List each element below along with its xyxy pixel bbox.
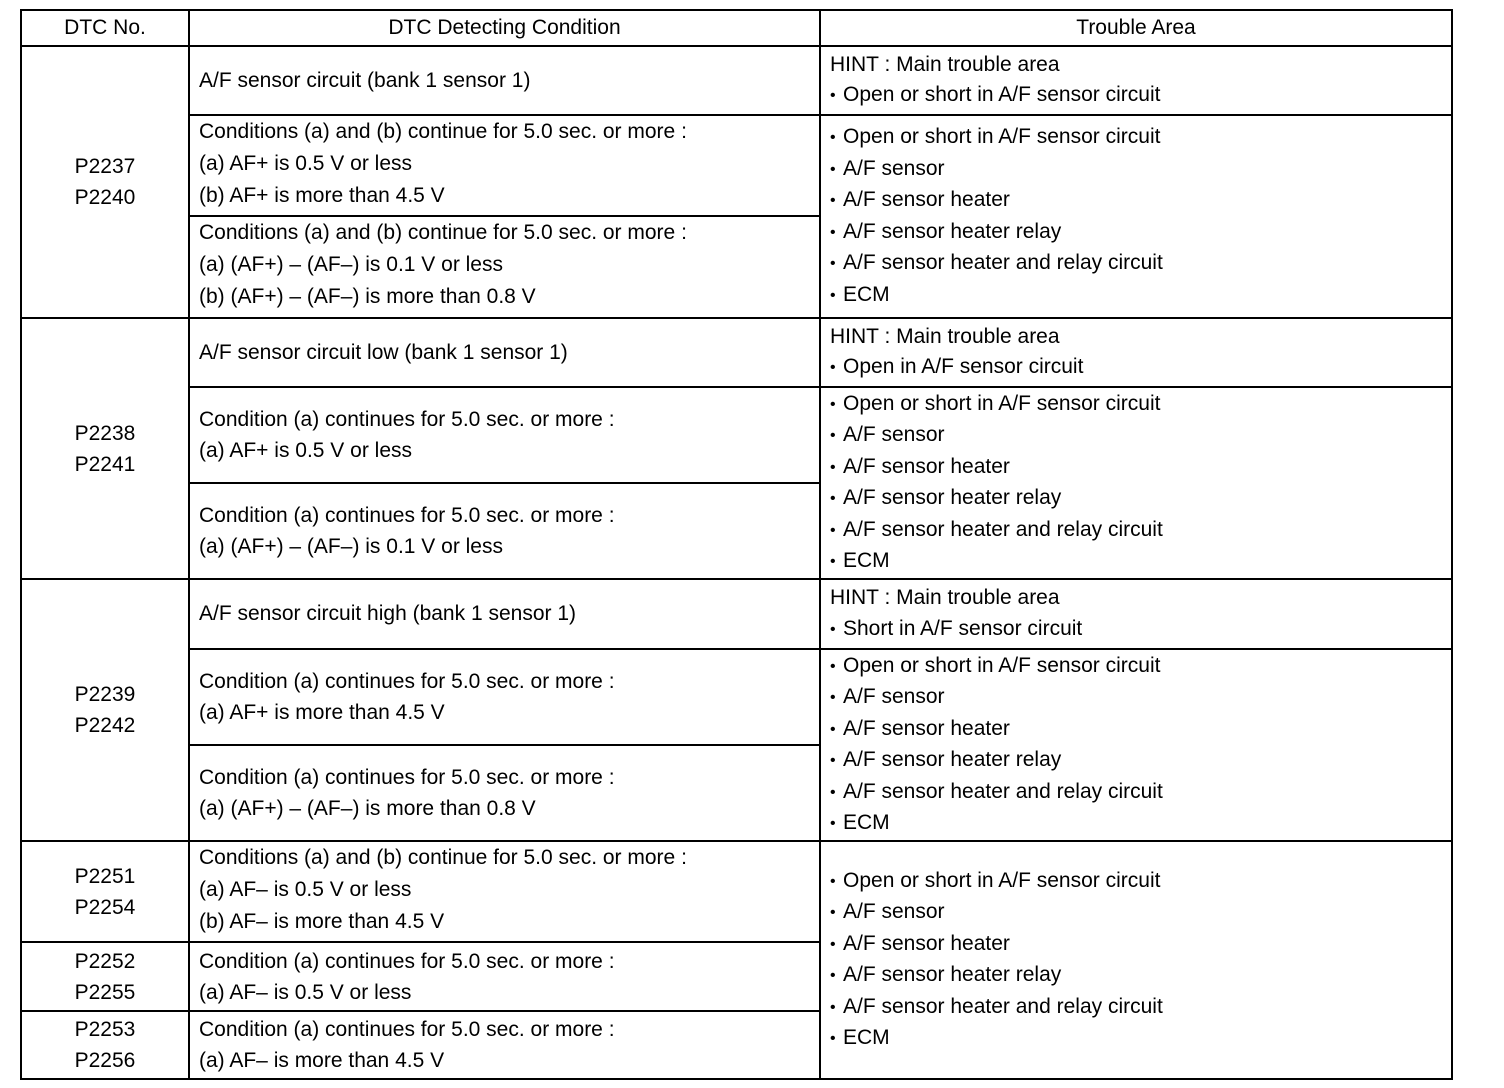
header-dtc-no: DTC No. (21, 10, 189, 46)
dtc-code: P2255 (74, 980, 136, 1004)
bullet-icon: • (830, 783, 836, 801)
table-row (21, 46, 1452, 115)
trouble-area-cell (820, 387, 1452, 579)
condition-cell: Condition (a) continues for 5.0 sec. or more : (a) AF– is more than 4.5 V (189, 1011, 820, 1079)
dtc-code: P2252 (74, 949, 136, 973)
hint-item: • Short in A/F sensor circuit (830, 614, 1451, 646)
bullet-icon: • (830, 689, 836, 706)
header-condition: DTC Detecting Condition (189, 10, 820, 46)
dtc-code: P2251 (74, 864, 136, 888)
condition-cell: Conditions (a) and (b) continue for 5.0 sec. or more : (a) AF– is 0.5 V or less (b) AF– is more than 4.5 V (189, 841, 820, 942)
dtc-code: P2238 (74, 421, 136, 445)
bullet-icon: • (830, 657, 836, 675)
bullet-icon: • (830, 752, 836, 769)
trouble-area-cell (820, 115, 1452, 318)
bullet-icon: • (830, 359, 836, 376)
dtc-code: P2239 (74, 683, 136, 706)
condition-cell: Conditions (a) and (b) continue for 5.0 sec. or more : (a) (AF+) – (AF–) is 0.1 V or less (b) (AF+) – (AF–) is more than 0.8 V (189, 216, 820, 318)
bullet-icon: • (830, 521, 836, 539)
trouble-item: • Open or short in A/F sensor circuit (830, 389, 1451, 421)
bullet-icon: • (830, 129, 836, 146)
trouble-item: • A/F sensor heater (830, 185, 1451, 217)
trouble-item: • A/F sensor heater relay (830, 217, 1451, 249)
trouble-item: • A/F sensor heater (830, 452, 1451, 484)
bullet-icon: • (830, 904, 836, 921)
bullet-icon: • (830, 223, 836, 241)
table-row (21, 318, 1452, 387)
header-row (21, 10, 1452, 46)
trouble-item: • Open or short in A/F sensor circuit (830, 122, 1451, 154)
table-row (21, 579, 1452, 649)
bullet-icon: • (830, 935, 836, 953)
trouble-item: • A/F sensor heater and relay circuit (830, 777, 1451, 809)
dtc-code: P2240 (74, 186, 136, 209)
dtc-code: P2253 (74, 1018, 136, 1041)
bullet-icon: • (830, 255, 836, 272)
hint-cell (820, 579, 1452, 649)
trouble-item: • A/F sensor (830, 154, 1451, 186)
trouble-item: • Open or short in A/F sensor circuit (830, 866, 1451, 898)
trouble-item: • A/F sensor heater relay (830, 745, 1451, 777)
hint-item: • Open or short in A/F sensor circuit (830, 80, 1451, 112)
trouble-area-cell (820, 841, 1452, 1079)
trouble-item: • A/F sensor heater and relay circuit (830, 992, 1451, 1024)
condition-cell: Condition (a) continues for 5.0 sec. or more : (a) AF+ is more than 4.5 V (189, 649, 820, 745)
table-row (21, 387, 1452, 483)
condition-summary: A/F sensor circuit (bank 1 sensor 1) (189, 46, 820, 115)
dtc-code-cell (21, 318, 189, 579)
bullet-icon: • (830, 160, 836, 178)
bullet-icon: • (830, 1030, 836, 1047)
dtc-code-cell (21, 579, 189, 841)
dtc-code: P2242 (74, 714, 136, 737)
bullet-icon: • (830, 553, 836, 570)
condition-summary: A/F sensor circuit high (bank 1 sensor 1) (189, 579, 820, 649)
hint-cell (820, 46, 1452, 115)
bullet-icon: • (830, 427, 836, 444)
condition-cell: Condition (a) continues for 5.0 sec. or more : (a) AF+ is 0.5 V or less (189, 387, 820, 483)
trouble-item: • Open or short in A/F sensor circuit (830, 651, 1451, 683)
dtc-code: P2241 (74, 452, 136, 476)
bullet-icon: • (830, 87, 836, 104)
trouble-item: • A/F sensor heater (830, 929, 1451, 961)
dtc-code: P2254 (74, 895, 136, 919)
hint-title: HINT : Main trouble area (830, 52, 1060, 76)
hint-title: HINT : Main trouble area (830, 324, 1060, 348)
dtc-code-cell (21, 1011, 189, 1079)
bullet-icon: • (830, 720, 836, 738)
bullet-icon: • (830, 192, 836, 209)
dtc-table (20, 9, 1453, 1080)
trouble-item: • ECM (830, 546, 1451, 578)
header-trouble-area: Trouble Area (820, 10, 1452, 46)
condition-cell: Conditions (a) and (b) continue for 5.0 sec. or more : (a) AF+ is 0.5 V or less (b) AF+ is more than 4.5 V (189, 115, 820, 216)
trouble-item: • A/F sensor (830, 897, 1451, 929)
dtc-code: P2237 (74, 155, 136, 178)
hint-title: HINT : Main trouble area (830, 586, 1060, 609)
trouble-item: • A/F sensor heater and relay circuit (830, 248, 1451, 280)
condition-cell: Condition (a) continues for 5.0 sec. or more : (a) (AF+) – (AF–) is 0.1 V or less (189, 483, 820, 579)
table-row (21, 649, 1452, 745)
table-row (21, 841, 1452, 942)
trouble-item: • ECM (830, 1023, 1451, 1055)
hint-item: • Open in A/F sensor circuit (830, 352, 1451, 384)
trouble-item: • A/F sensor (830, 420, 1451, 452)
dtc-code: P2256 (74, 1049, 136, 1072)
trouble-item: • A/F sensor heater (830, 714, 1451, 746)
bullet-icon: • (830, 458, 836, 476)
trouble-item: • ECM (830, 808, 1451, 840)
trouble-item: • A/F sensor (830, 682, 1451, 714)
condition-cell: Condition (a) continues for 5.0 sec. or more : (a) (AF+) – (AF–) is more than 0.8 V (189, 745, 820, 841)
trouble-item: • ECM (830, 280, 1451, 312)
bullet-icon: • (830, 967, 836, 984)
trouble-area-cell (820, 649, 1452, 841)
condition-summary: A/F sensor circuit low (bank 1 sensor 1) (189, 318, 820, 387)
trouble-item: • A/F sensor heater relay (830, 483, 1451, 515)
bullet-icon: • (830, 620, 836, 638)
table-row (21, 115, 1452, 216)
bullet-icon: • (830, 815, 836, 832)
hint-cell (820, 318, 1452, 387)
bullet-icon: • (830, 395, 836, 413)
dtc-code-cell (21, 841, 189, 942)
trouble-item: • A/F sensor heater relay (830, 960, 1451, 992)
bullet-icon: • (830, 286, 836, 304)
dtc-code-cell (21, 46, 189, 318)
dtc-code-cell (21, 942, 189, 1011)
bullet-icon: • (830, 490, 836, 507)
bullet-icon: • (830, 872, 836, 890)
trouble-item: • A/F sensor heater and relay circuit (830, 515, 1451, 547)
bullet-icon: • (830, 998, 836, 1016)
condition-cell: Condition (a) continues for 5.0 sec. or more : (a) AF– is 0.5 V or less (189, 942, 820, 1011)
